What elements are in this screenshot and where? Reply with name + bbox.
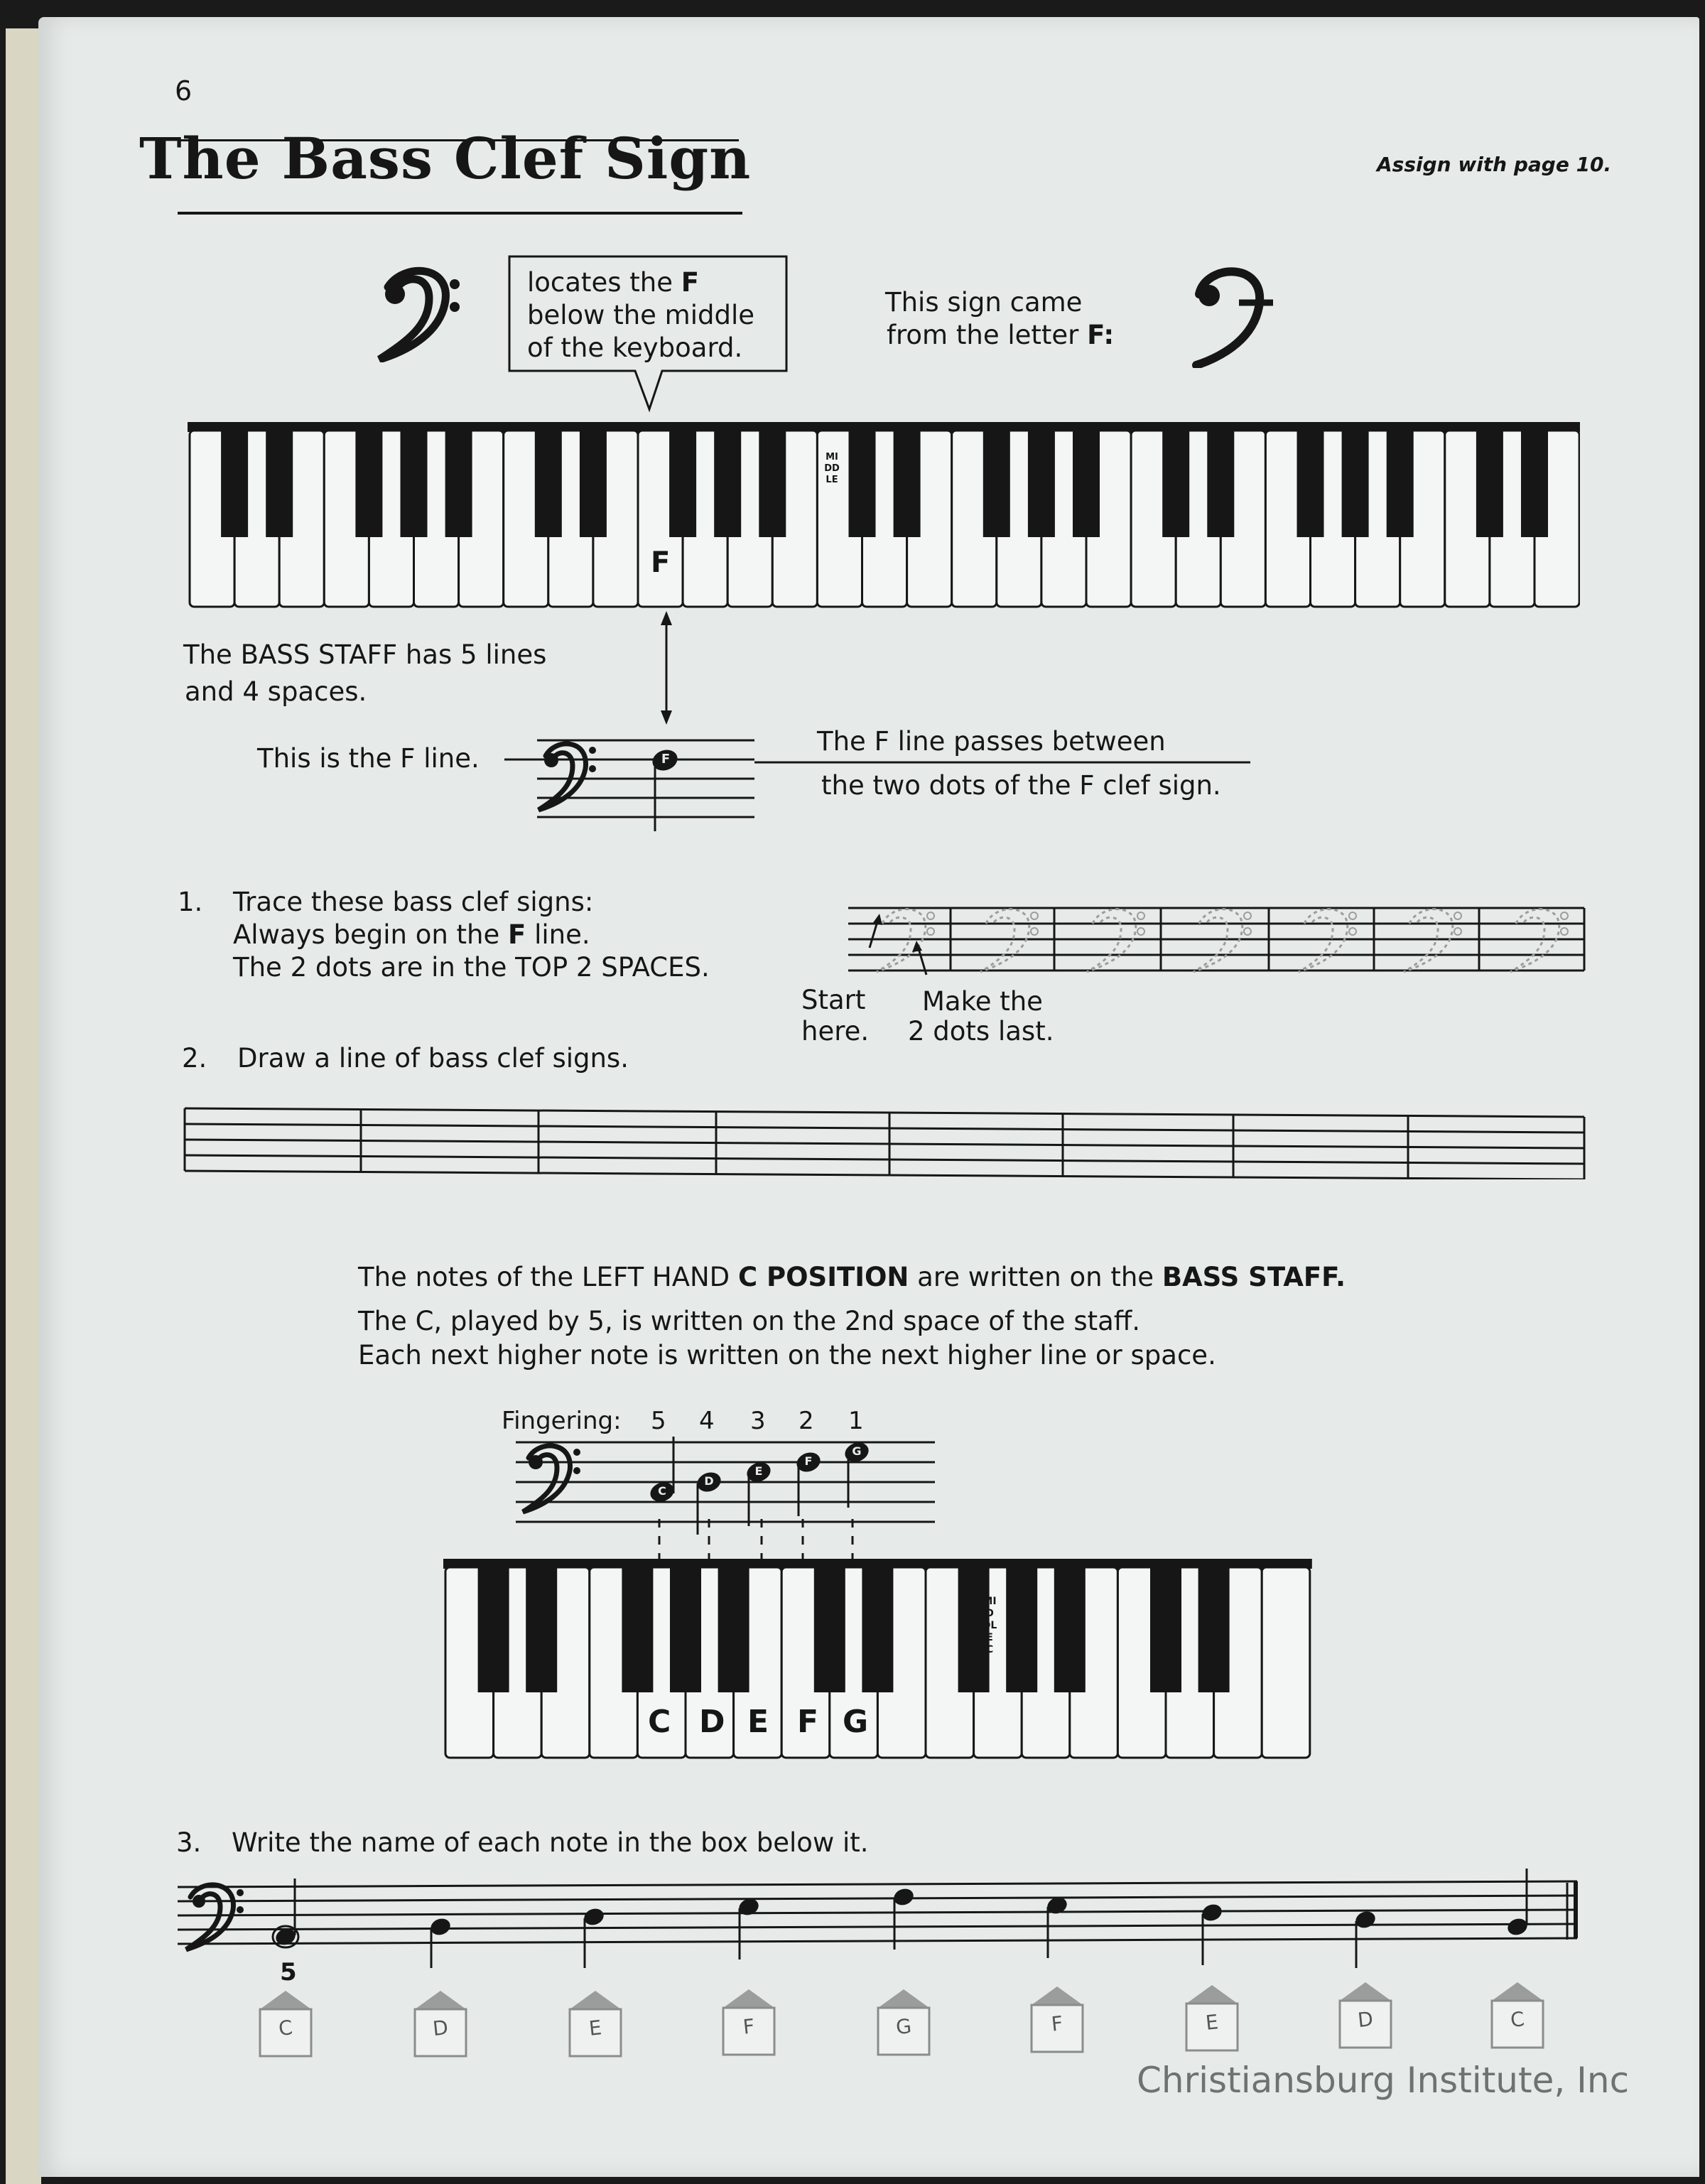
trace-dot	[1349, 928, 1356, 935]
origin-text: from the letter	[887, 320, 1088, 350]
note-c-label: C	[658, 1484, 666, 1498]
page-edge	[6, 28, 41, 2184]
black-key	[714, 431, 741, 537]
exercise-1-text-end: line.	[526, 919, 590, 950]
callout-text: locates the	[527, 267, 681, 298]
black-key	[849, 431, 876, 537]
black-key	[478, 1567, 509, 1692]
exercise-1-line-2	[233, 918, 590, 952]
origin-line-2	[887, 318, 1114, 352]
trace-clef-icon	[1404, 909, 1461, 972]
start-arrow-head	[872, 914, 882, 925]
black-key	[862, 1567, 893, 1692]
c-position-bold-2: BASS STAFF.	[1162, 1262, 1346, 1292]
note-g-label: G	[852, 1444, 862, 1458]
watermark: Christiansburg Institute, Inc	[1137, 2060, 1630, 2101]
handwritten-answer: D	[431, 2015, 450, 2041]
black-key	[1198, 1567, 1230, 1692]
black-key	[1150, 1567, 1181, 1692]
black-key	[718, 1567, 749, 1692]
dots-label-1: Make the	[922, 986, 1043, 1017]
double-arrow-icon	[652, 611, 681, 725]
callout-bold: F	[681, 267, 700, 298]
handwritten-answer: G	[894, 2013, 913, 2040]
origin-line-1: This sign came	[885, 287, 1083, 318]
callout-line-2: below the middle	[527, 300, 755, 330]
exercise-2-text: Draw a line of bass clef signs.	[237, 1043, 629, 1074]
c-position-bold: C POSITION	[737, 1262, 909, 1292]
answer-box[interactable]	[413, 1989, 467, 2058]
bass-clef-icon	[369, 263, 462, 362]
black-key	[1028, 431, 1055, 537]
black-key	[1006, 1567, 1037, 1692]
staff-line	[185, 1108, 1584, 1117]
callout-line-3: of the keyboard.	[527, 333, 743, 363]
keyboard-middle-c-label: MIDDLE C	[982, 1596, 997, 1655]
answer-box[interactable]	[1030, 1985, 1084, 2053]
black-key	[1073, 431, 1100, 537]
exercise-1-bold: F	[508, 919, 526, 950]
staff-line	[185, 1140, 1584, 1148]
clef-dot	[237, 1906, 244, 1913]
assign-note: Assign with page 10.	[1377, 153, 1612, 176]
black-key	[1297, 431, 1324, 537]
black-key	[1387, 431, 1414, 537]
exercise-1-number: 1.	[178, 887, 203, 917]
title-rule-bottom	[178, 212, 742, 215]
handwritten-answer: D	[1356, 2006, 1375, 2033]
bass-clef-icon	[186, 1885, 244, 1950]
start-label-1: Start	[801, 985, 866, 1015]
black-key	[1476, 431, 1503, 537]
c-position-text-mid: are written on the	[909, 1262, 1162, 1292]
handwritten-answer: F	[1050, 2011, 1064, 2036]
key-label-e: E	[747, 1704, 769, 1740]
staff-line	[185, 1155, 1584, 1164]
black-key	[580, 431, 607, 537]
start-label-2: here.	[801, 1016, 870, 1047]
handwritten-answer: E	[1204, 2010, 1220, 2035]
exercise-1-line-1: Trace these bass clef signs:	[233, 887, 594, 917]
trace-dot	[1137, 912, 1144, 919]
black-key	[535, 431, 562, 537]
trace-dot	[1454, 912, 1461, 919]
handwritten-answer: E	[588, 2016, 603, 2040]
bass-staff-desc-1: The BASS STAFF has 5 lines	[183, 639, 547, 670]
staff-line	[178, 1881, 1577, 1887]
trace-clef-icon	[980, 909, 1038, 972]
answer-box[interactable]	[877, 1988, 931, 2056]
key-label-f: F	[797, 1704, 819, 1740]
black-key	[1162, 431, 1189, 537]
fingering-label: Fingering:	[502, 1407, 622, 1435]
trace-dot	[1244, 928, 1251, 935]
key-label-d: D	[699, 1704, 725, 1740]
black-key	[622, 1567, 653, 1692]
black-key	[526, 1567, 557, 1692]
trace-clef-path	[1194, 909, 1243, 972]
finger-number: 1	[848, 1407, 864, 1435]
finger-number: 3	[750, 1407, 766, 1435]
answer-box[interactable]	[1338, 1981, 1392, 2049]
exercise-2-number: 2.	[182, 1043, 207, 1074]
answer-box[interactable]	[1185, 1984, 1239, 2052]
trace-dot	[1244, 912, 1251, 919]
note-naming-staff	[178, 1861, 1584, 1968]
handwritten-answer: C	[277, 2016, 294, 2040]
note-d-label: D	[704, 1474, 714, 1488]
trace-clef-path	[1087, 909, 1136, 972]
trace-dot	[1561, 912, 1568, 919]
dots-arrow-head	[912, 941, 922, 952]
c-position-line-1	[358, 1260, 1346, 1294]
dots-label-2: 2 dots last.	[908, 1016, 1054, 1047]
f-line-desc-2: the two dots of the F clef sign.	[821, 770, 1221, 801]
trace-clef-path	[980, 909, 1029, 972]
callout-line-1	[527, 266, 699, 300]
key-label-g: G	[843, 1704, 869, 1740]
white-key	[1262, 1567, 1310, 1758]
f-line-label: This is the F line.	[257, 743, 480, 774]
trace-dot	[1349, 912, 1356, 919]
black-key	[894, 431, 921, 537]
black-key	[266, 431, 293, 537]
trace-clef-icon	[1510, 909, 1568, 972]
trace-dot	[1137, 928, 1144, 935]
trace-clef-path	[1299, 909, 1348, 972]
black-key	[355, 431, 382, 537]
clef-dot	[237, 1889, 244, 1896]
exercise-1-line-3: The 2 dots are in the TOP 2 SPACES.	[233, 952, 710, 983]
black-key	[221, 431, 248, 537]
note-e-label: E	[754, 1464, 763, 1478]
trace-clef-icon	[1087, 909, 1144, 972]
staff-line	[178, 1938, 1577, 1944]
trace-clef-path	[1404, 909, 1453, 972]
black-key	[1521, 431, 1548, 537]
exercise-3-text: Write the name of each note in the box below it.	[232, 1827, 869, 1858]
staff-line	[185, 1171, 1584, 1179]
black-key	[759, 431, 786, 537]
blank-staff[interactable]	[183, 1103, 1588, 1179]
handwritten-answer: F	[742, 2014, 756, 2039]
origin-bold: F:	[1087, 320, 1115, 350]
black-key	[1207, 431, 1234, 537]
trace-dot	[1031, 928, 1038, 935]
page-title: The Bass Clef Sign	[139, 125, 752, 192]
trace-dot	[1454, 928, 1461, 935]
answer-box[interactable]	[722, 1988, 776, 2056]
c-position-line-2: The C, played by 5, is written on the 2nd space of the staff.	[358, 1306, 1141, 1336]
answer-box[interactable]	[568, 1989, 622, 2058]
black-key	[1342, 431, 1369, 537]
exercise-3-number: 3.	[176, 1827, 202, 1858]
black-key	[1054, 1567, 1086, 1692]
exercise-3-finger-number: 5	[280, 1958, 297, 1986]
clef-path	[186, 1885, 233, 1950]
black-key	[670, 1567, 701, 1692]
staff-line	[178, 1896, 1577, 1901]
staff-line	[185, 1124, 1584, 1132]
black-key	[814, 1567, 845, 1692]
note-f-label: F	[804, 1454, 813, 1468]
f-note-label: F	[661, 752, 671, 767]
trace-dot	[1031, 912, 1038, 919]
keyboard-c-position	[443, 1559, 1313, 1759]
c-position-line-3: Each next higher note is written on the next higher line or space.	[358, 1340, 1216, 1371]
trace-staff[interactable]	[848, 898, 1587, 983]
trace-clef-icon	[877, 909, 934, 972]
letter-f-clef-icon	[1185, 261, 1277, 368]
trace-clef-path	[877, 909, 926, 972]
finger-number: 4	[699, 1407, 715, 1435]
black-key	[401, 431, 428, 537]
bass-staff-desc-2: and 4 spaces.	[185, 676, 367, 707]
key-label-c: C	[648, 1704, 671, 1740]
answer-box[interactable]	[259, 1989, 313, 2058]
c-position-text: The notes of the LEFT HAND	[358, 1262, 738, 1292]
black-key	[445, 431, 472, 537]
keyboard-full	[188, 422, 1580, 608]
f-line-desc-1: The F line passes between	[817, 726, 1166, 757]
page-number: 6	[175, 75, 193, 107]
exercise-1-text: Always begin on the	[233, 919, 509, 950]
finger-number: 5	[651, 1407, 666, 1435]
handwritten-answer: C	[1509, 2007, 1526, 2032]
trace-clef-icon	[1299, 909, 1356, 972]
trace-clef-path	[1510, 909, 1559, 972]
trace-dot	[927, 928, 934, 935]
trace-clef-icon	[1194, 909, 1251, 972]
trace-dot	[927, 912, 934, 919]
black-key	[983, 431, 1010, 537]
trace-dot	[1561, 928, 1568, 935]
finger-number: 2	[799, 1407, 814, 1435]
keyboard-f-label: F	[651, 546, 671, 579]
black-key	[669, 431, 696, 537]
keyboard-middle-label: MIDDLE	[824, 452, 840, 485]
answer-box[interactable]	[1490, 1981, 1544, 2049]
clef-dot	[193, 1895, 205, 1908]
